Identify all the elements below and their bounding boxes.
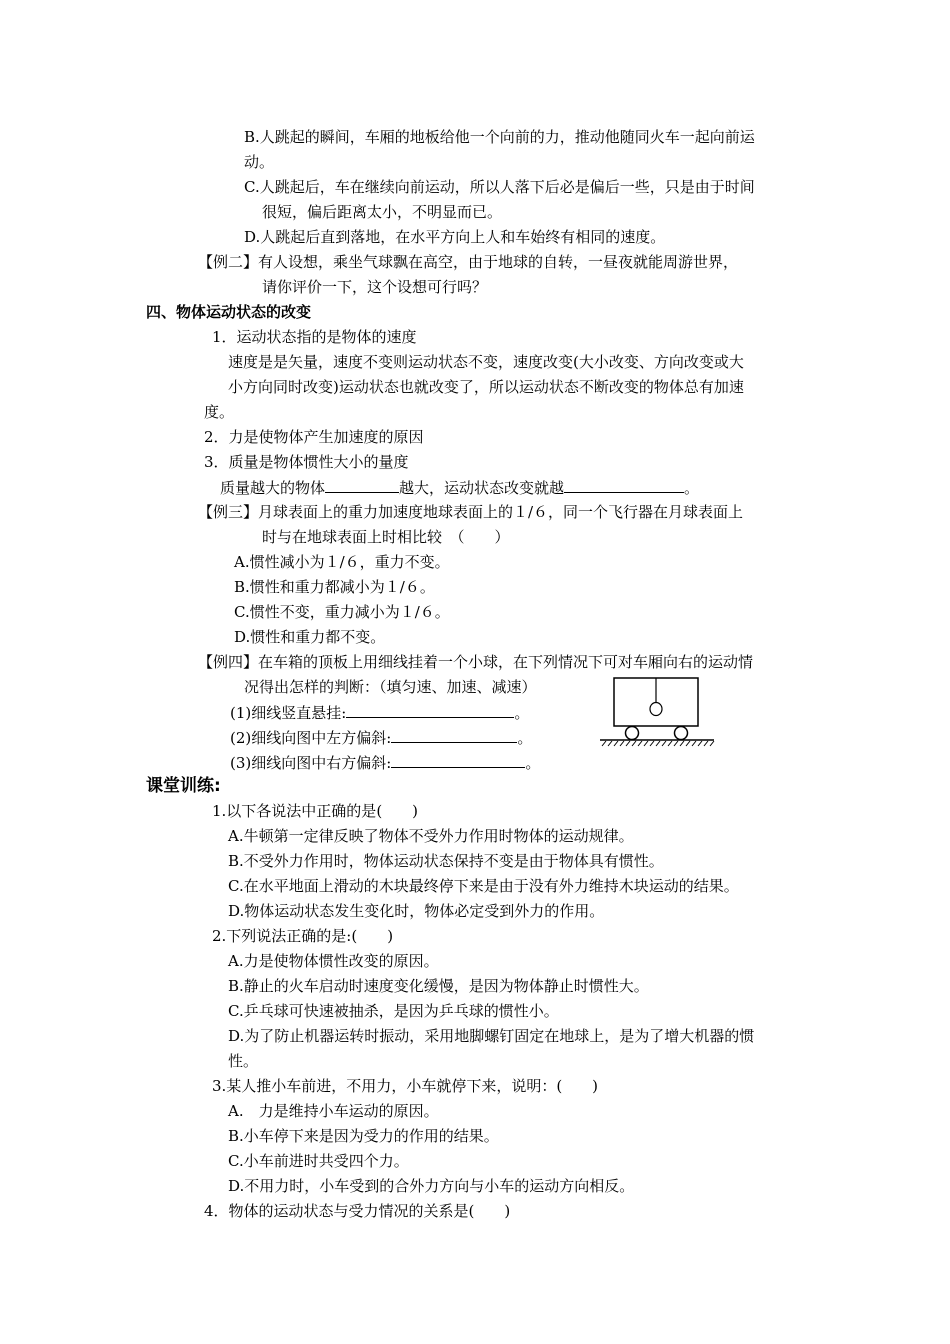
q2-stem: 2.下列说法正确的是:( ) <box>212 927 394 945</box>
example-4-item-3 <box>230 752 540 773</box>
point-1-detail-line2: 小方向同时改变)运动状态也就改变了，所以运动状态不断改变的物体总有加速 <box>228 378 744 396</box>
q3-option-b: B.小车停下来是因为受力的作用的结果。 <box>228 1127 499 1145</box>
example-2-line2: 请你评价一下，这个设想可行吗？ <box>262 278 488 296</box>
q3-stem: 3.某人推小车前进，不用力，小车就停下来，说明：( ) <box>212 1077 599 1095</box>
fill-in-sentence <box>220 477 699 498</box>
example-3-option-a: A.惯性减小为１/６，重力不变。 <box>234 553 450 571</box>
q3-option-d: D.不用力时，小车受到的合外力方向与小车的运动方向相反。 <box>228 1177 635 1195</box>
q1-option-d: D.物体运动状态发生变化时，物体必定受到外力的作用。 <box>228 902 605 920</box>
point-1-detail-line3: 度。 <box>204 403 235 421</box>
item-2-blank[interactable] <box>391 727 517 743</box>
item-1-text: (1)细线竖直悬挂: <box>230 704 347 722</box>
blank-1[interactable] <box>325 477 399 493</box>
option-b-line2: 动。 <box>244 153 275 171</box>
example-3-option-d: D.惯性和重力都不变。 <box>234 628 386 646</box>
example-4-item-1 <box>230 702 529 723</box>
point-1: 1．运动状态指的是物体的速度 <box>212 328 417 346</box>
item-1-period: 。 <box>514 704 530 722</box>
example-3-line1: 【例三】月球表面上的重力加速度地球表面上的１/６，同一个飞行器在月球表面上 <box>198 503 744 521</box>
q1-option-c: C.在水平地面上滑动的木块最终停下来是由于没有外力维持木块运动的结果。 <box>228 877 739 895</box>
fill-in-text-1: 质量越大的物体 <box>220 479 326 497</box>
example-2-line1: 【例二】有人设想，乘坐气球飘在高空，由于地球的自转，一昼夜就能周游世界， <box>198 253 739 271</box>
q2-option-d-line2: 性。 <box>228 1052 259 1070</box>
option-d-line: D.人跳起后直到落地，在水平方向上人和车始终有相同的速度。 <box>244 228 666 246</box>
example-3-option-c: C.惯性不变，重力减小为１/６。 <box>234 603 450 621</box>
example-3-option-b: B.惯性和重力都减小为１/６。 <box>234 578 435 596</box>
point-2: 2．力是使物体产生加速度的原因 <box>204 428 424 446</box>
q2-option-c: C.乒乓球可快速被抽杀，是因为乒乓球的惯性小。 <box>228 1002 559 1020</box>
fill-in-text-3: 。 <box>684 479 700 497</box>
q1-stem: 1.以下各说法中正确的是( ) <box>212 802 419 820</box>
section-heading-4: 四、物体运动状态的改变 <box>146 303 312 321</box>
item-3-period: 。 <box>525 754 541 772</box>
q1-option-a: A.牛顿第一定律反映了物体不受外力作用时物体的运动规律。 <box>228 827 634 845</box>
point-3: 3．质量是物体惯性大小的量度 <box>204 453 409 471</box>
example-4-item-2 <box>230 727 532 748</box>
ground-hatching <box>602 741 714 746</box>
blank-2[interactable] <box>564 477 684 493</box>
example-3-line2: 时与在地球表面上时相比较 （ ） <box>262 528 510 546</box>
classroom-practice-heading: 课堂训练: <box>146 776 221 796</box>
q3-option-c: C.小车前进时共受四个力。 <box>228 1152 409 1170</box>
q3-option-a: A. 力是维持小车运动的原因。 <box>228 1102 439 1120</box>
pendulum-ball <box>650 703 662 716</box>
option-c-line2: 很短，偏后距离太小，不明显而已。 <box>262 203 503 221</box>
cart-wheel-right <box>675 727 688 740</box>
item-1-blank[interactable] <box>346 702 514 718</box>
q1-option-b: B.不受外力作用时，物体运动状态保持不变是由于物体具有惯性。 <box>228 852 664 870</box>
example-4-line2: 况得出怎样的判断：（填匀速、加速、减速） <box>244 678 537 696</box>
cart-with-pendulum-figure <box>596 676 716 748</box>
option-c-line1: C.人跳起后，车在继续向前运动，所以人落下后必是偏后一些，只是由于时间 <box>244 178 755 196</box>
item-2-period: 。 <box>517 729 533 747</box>
q2-option-b: B.静止的火车启动时速度变化缓慢，是因为物体静止时惯性大。 <box>228 977 649 995</box>
fill-in-text-2: 越大，运动状态改变就越 <box>399 479 565 497</box>
item-3-blank[interactable] <box>391 752 525 768</box>
point-1-detail-line1: 速度是是矢量，速度不变则运动状态不变，速度改变(大小改变、方向改变或大 <box>228 353 744 371</box>
q2-option-a: A.力是使物体惯性改变的原因。 <box>228 952 439 970</box>
cart-wheel-left <box>626 727 639 740</box>
item-3-text: (3)细线向图中右方偏斜: <box>230 754 392 772</box>
q4-stem: 4．物体的运动状态与受力情况的关系是( ) <box>204 1202 511 1220</box>
item-2-text: (2)细线向图中左方偏斜: <box>230 729 392 747</box>
q2-option-d-line1: D.为了防止机器运转时振动，采用地脚螺钉固定在地球上，是为了增大机器的惯 <box>228 1027 755 1045</box>
example-4-line1: 【例四】在车箱的顶板上用细线挂着一个小球，在下列情况下可对车厢向右的运动情 <box>198 653 754 671</box>
option-b-line1: B.人跳起的瞬间，车厢的地板给他一个向前的力，推动他随同火车一起向前运 <box>244 128 755 146</box>
